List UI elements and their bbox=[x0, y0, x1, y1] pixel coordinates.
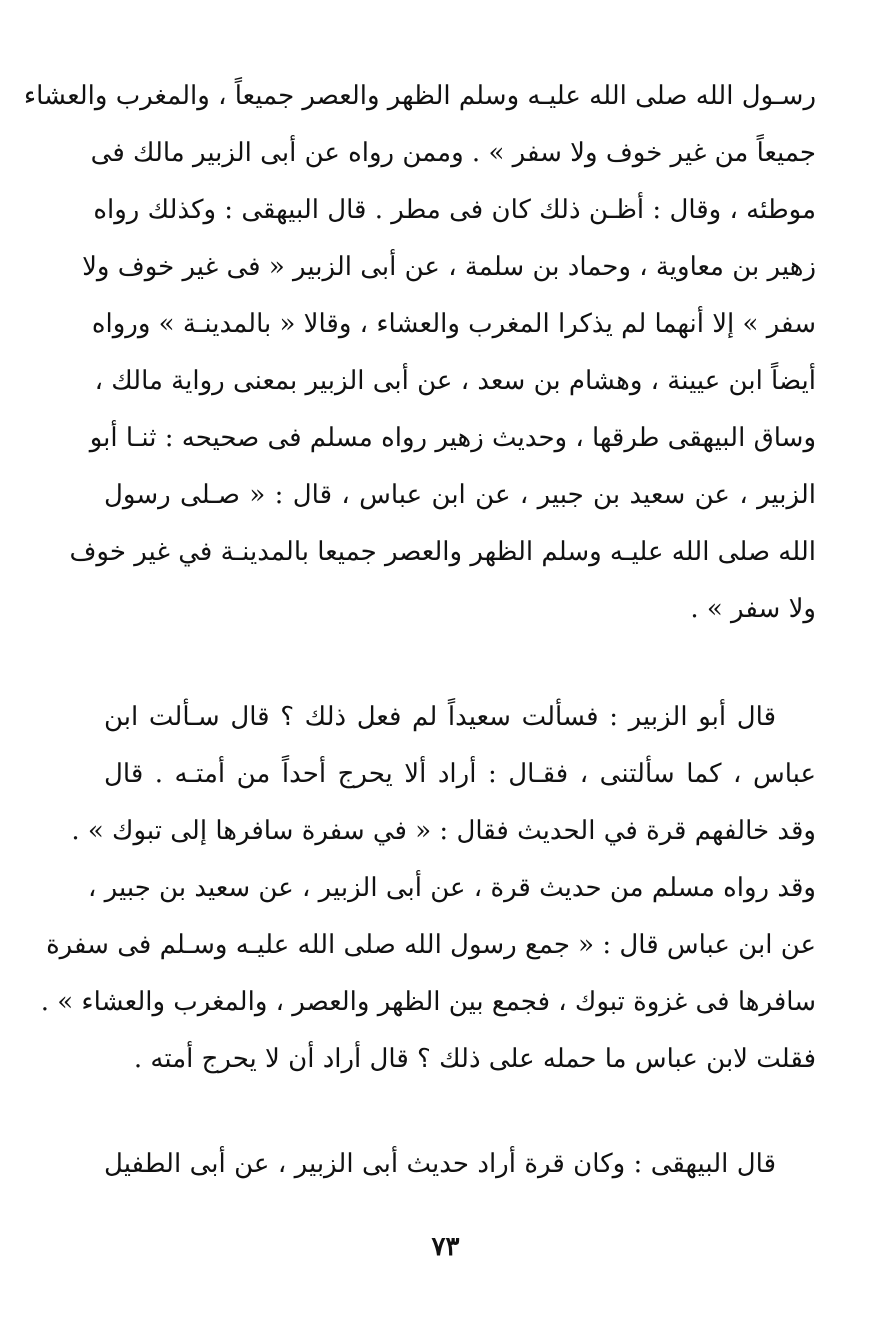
text-line: عن ابن عباس قال : « جمع رسول الله صلى الله عليـه وسـلم فى سفرة bbox=[46, 930, 816, 960]
text-line: فقلت لابن عباس ما حمله على ذلك ؟ قال أراد أن لا يحرج أمته . bbox=[133, 1044, 816, 1074]
text-line: موطئه ، وقال : أظـن ذلك كان فى مطر . قال البيهقى : وكذلك رواه bbox=[93, 195, 816, 225]
paragraph-2 bbox=[40, 689, 816, 1088]
text-line: الله صلى الله عليـه وسلم الظهر والعصر جميعا بالمدينـة في غير خوف bbox=[69, 537, 816, 567]
paragraph-1 bbox=[23, 68, 816, 638]
paragraph-3 bbox=[104, 1136, 816, 1193]
text-line: سفر » إلا أنهما لم يذكرا المغرب والعشاء ، وقالا « بالمدينـة » ورواه bbox=[91, 309, 816, 339]
text-line: ولا سفر » . bbox=[690, 594, 816, 624]
page-number: ٧٣ bbox=[431, 1232, 460, 1262]
text-line: وقد خالفهم قرة في الحديث فقال : « في سفرة سافرها إلى تبوك » . bbox=[71, 816, 816, 846]
text-line: زهير بن معاوية ، وحماد بن سلمة ، عن أبى الزبير « فى غير خوف ولا bbox=[82, 252, 816, 282]
text-line: جميعاً من غير خوف ولا سفر » . وممن رواه عن أبى الزبير مالك فى bbox=[90, 138, 816, 168]
text-line: وساق البيهقى طرقها ، وحديث زهير رواه مسلم فى صحيحه : ثنـا أبو bbox=[89, 423, 816, 453]
text-line: أيضاً ابن عيينة ، وهشام بن سعد ، عن أبى الزبير بمعنى رواية مالك ، bbox=[94, 366, 816, 396]
text-line: قال أبو الزبير : فسألت سعيداً لم فعل ذلك ؟ قال سـألت ابن bbox=[104, 702, 776, 732]
text-line: رسـول الله صلى الله عليـه وسلم الظهر والعصر جميعاً ، والمغرب والعشاء bbox=[23, 81, 816, 111]
text-line: عباس ، كما سألتنى ، فقـال : أراد ألا يحرج أحداً من أمتـه . قال bbox=[104, 759, 816, 789]
text-line: قال البيهقى : وكان قرة أراد حديث أبى الزبير ، عن أبى الطفيل bbox=[104, 1149, 776, 1179]
text-line: سافرها فى غزوة تبوك ، فجمع بين الظهر والعصر ، والمغرب والعشاء » . bbox=[40, 987, 816, 1017]
text-line: الزبير ، عن سعيد بن جبير ، عن ابن عباس ، قال : « صـلى رسول bbox=[104, 480, 816, 510]
text-line: وقد رواه مسلم من حديث قرة ، عن أبى الزبير ، عن سعيد بن جبير ، bbox=[88, 873, 816, 903]
